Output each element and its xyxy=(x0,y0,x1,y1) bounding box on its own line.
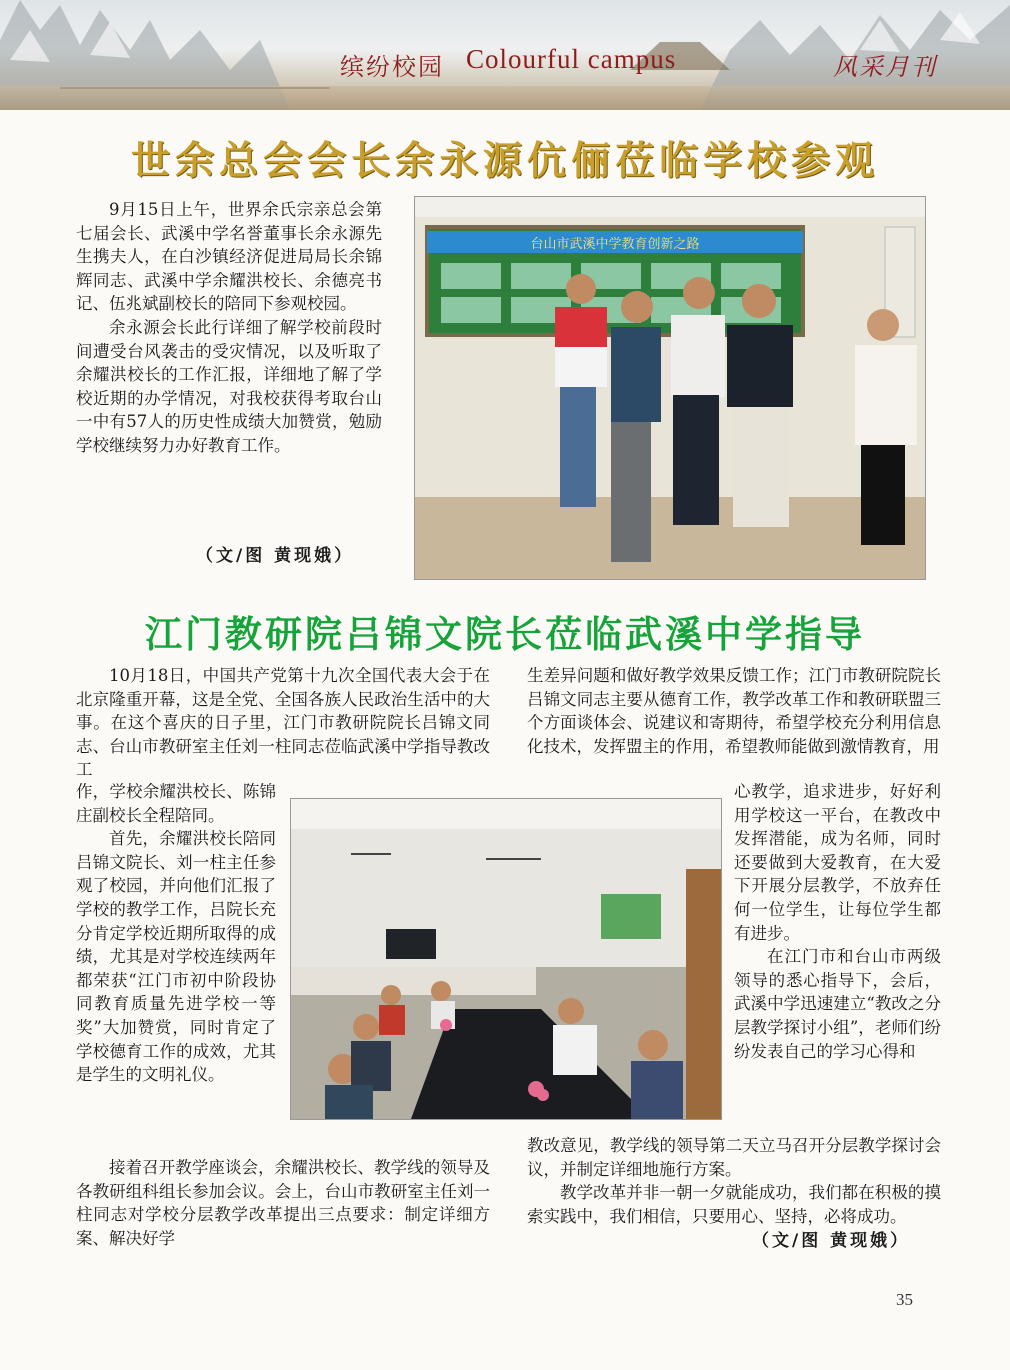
article1-title: 世余总会会长余永源伉俪莅临学校参观 xyxy=(130,139,879,184)
article2-paragraph-1-cont: 作，学校余耀洪校长、陈锦庄副校长全程陪同。 xyxy=(76,782,276,825)
article2-paragraph-3-cont: 生差异问题和做好教学效果反馈工作；江门市教研院院长吕锦文同志主要从德育工作，教学改革工作和教研联盟三个方面谈体会、说建议和寄期待，希望学校充分利用信息化技术，发挥盟主的作用，希望教师能做到激情教育，用 xyxy=(527,666,941,756)
article2-paragraph-3: 接着召开教学座谈会，余耀洪校长、教学线的领导及各教研组科组长参加会议。会上，台山市教研室主任刘一柱同志对学校分层教学改革提出三点要求：制定详细方案、解决好学 xyxy=(76,1158,490,1248)
page-header xyxy=(0,0,1010,110)
article2-photo xyxy=(290,798,722,1120)
article2-left-narrow xyxy=(76,780,276,1087)
section-label-cn: 缤纷校园 xyxy=(340,53,444,81)
article2-paragraph-3-cont-2: 心教学，追求进步，好好利用学校这一平台，在教改中发挥潜能，成为名师，同时还要做到大爱教育，在大爱下开展分层教学，不放弃任何一位学生，让每位学生都有进步。 xyxy=(734,782,941,943)
article2-credit: （文/图 黄现娥） xyxy=(752,1231,911,1251)
display-board-title: 台山市武溪中学教育创新之路 xyxy=(530,237,700,252)
article1-paragraph-2: 余永源会长此行详细了解学校前段时间遭受台风袭击的受灾情况，以及听取了余耀洪校长的工作汇报，详细地了解了学校近期的办学情况，对我校获得考取台山一中有57人的历史性成绩大加赞赏，勉励学校继续努力办好教育工作。 xyxy=(76,317,382,455)
publication-name: 风采月刊 xyxy=(833,53,937,81)
article2-title: 江门教研院吕锦文院长莅临武溪中学指导 xyxy=(145,613,865,656)
article2-left-top xyxy=(76,664,490,782)
article2-paragraph-2: 首先，余耀洪校长陪同吕锦文院长、刘一柱主任参观了校园，并向他们汇报了学校的教学工作，吕院长充分肯定学校近期所取得的成绩，尤其是对学校连续两年都荣获“江门市初中阶段协同教育质量先进学校一等奖”大加赞赏，同时肯定了学校德育工作的成效，尤其是学生的文明礼仪。 xyxy=(76,829,276,1085)
article2-paragraph-4: 在江门市和台山市两级领导的悉心指导下，会后，武溪中学迅速建立“教改之分层教学探讨小组”，老师们纷纷发表自己的学习心得和 xyxy=(734,947,941,1061)
article1-paragraph-1: 9月15日上午，世界余氏宗亲总会第七届会长、武溪中学名誉董事长余永源先生携夫人，在白沙镇经济促进局局长余锦辉同志、武溪中学余耀洪校长、余德亮书记、伍兆斌副校长的陪同下参观校园。 xyxy=(76,200,382,314)
article2-paragraph-5: 教学改革并非一朝一夕就能成功，我们都在积极的摸索实践中，我们相信，只要用心、坚持，必将成功。 xyxy=(527,1183,941,1226)
article2-right-top xyxy=(527,664,941,758)
article2-right-narrow xyxy=(734,780,941,1063)
article1-photo xyxy=(414,196,926,580)
header-band xyxy=(0,86,1010,110)
section-label-en: Colourful campus xyxy=(466,44,677,74)
article2-paragraph-1: 10月18日，中国共产党第十九次全国代表大会于在北京隆重开幕，这是全党、全国各族人民政治生活中的大事。在这个喜庆的日子里，江门市教研院院长吕锦文同志、台山市教研室主任刘一柱同志莅临武溪中学指导教改工 xyxy=(76,666,490,780)
article1-body xyxy=(76,198,382,458)
article2-paragraph-4-cont: 教改意见，教学线的领导第二天立马召开分层教学探讨会议，并制定详细地施行方案。 xyxy=(527,1136,941,1179)
article1-credit: （文/图 黄现娥） xyxy=(196,546,355,566)
article2-right-bottom xyxy=(527,1134,941,1228)
article2-left-bottom xyxy=(76,1156,490,1250)
page-number: 35 xyxy=(896,1290,913,1309)
